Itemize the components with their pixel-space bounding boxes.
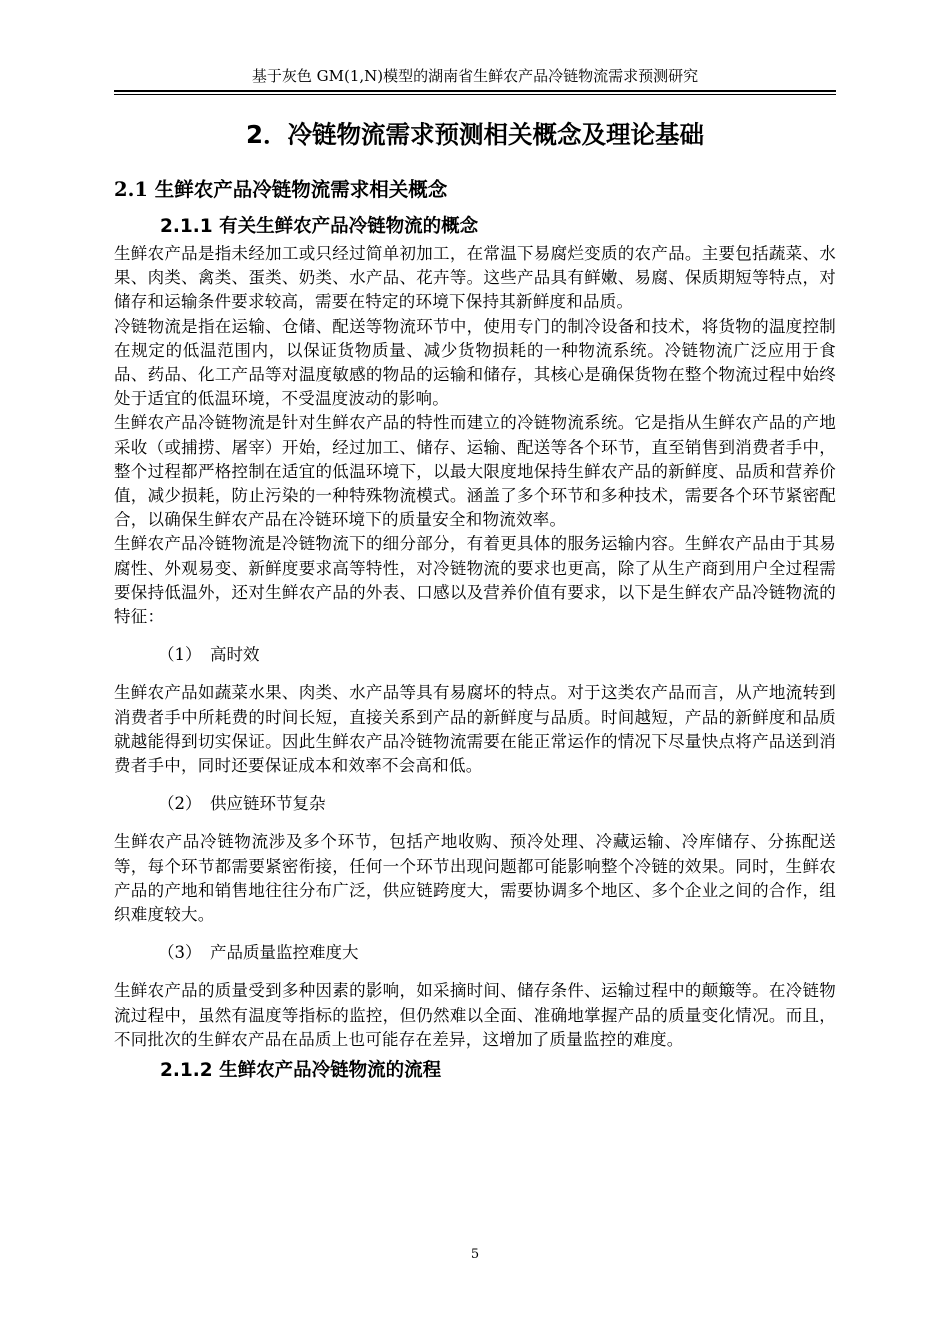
feature-number: （2） <box>158 794 202 814</box>
running-header: 基于灰色 GM(1,N)模型的湖南省生鲜农产品冷链物流需求预测研究 <box>251 67 699 85</box>
feature-heading-2 <box>158 792 836 816</box>
page-number: 5 <box>470 1247 480 1262</box>
feature-heading-1 <box>158 643 836 667</box>
feature-number: （3） <box>158 943 202 963</box>
header-rule-thick <box>114 90 836 92</box>
paragraph-features-intro: 生鲜农产品冷链物流是冷链物流下的细分部分，有着更具体的服务运输内容。生鲜农产品由于其易腐性、外观易变、新鲜度要求高等特性，对冷链物流的要求也更高，除了从生产商到用户全过程需要保持低温外，还对生鲜农产品的外表、口感以及营养价值有要求，以下是生鲜农产品冷链物流的特征： <box>114 534 836 627</box>
section-title: 2.1 生鲜农产品冷链物流需求相关概念 <box>114 178 448 201</box>
feature-paragraph-2: 生鲜农产品冷链物流涉及多个环节，包括产地收购、预冷处理、冷藏运输、冷库储存、分拣配送等，每个环节都需要紧密衔接，任何一个环节出现问题都可能影响整个冷链的效果。同时，生鲜农产品的产地和销售地往往分布广泛，供应链跨度大，需要协调多个地区、多个企业之间的合作，组织难度较大。 <box>114 832 836 925</box>
feature-paragraph-3: 生鲜农产品的质量受到多种因素的影响，如采摘时间、储存条件、运输过程中的颠簸等。在冷链物流过程中，虽然有温度等指标的监控，但仍然难以全面、准确地掌握产品的质量变化情况。而且，不同批次的生鲜农产品在品质上也可能存在差异，这增加了质量监控的难度。 <box>114 981 836 1049</box>
feature-heading-3 <box>158 941 836 965</box>
feature-paragraph-1: 生鲜农产品如蔬菜水果、肉类、水产品等具有易腐坏的特点。对于这类农产品而言，从产地流转到消费者手中所耗费的时间长短，直接关系到产品的新鲜度与品质。时间越短，产品的新鲜度和品质就越能得到切实保证。因此生鲜农产品冷链物流需要在能正常运作的情况下尽量快点将产品送到消费者手中，同时还要保证成本和效率不会高和低。 <box>114 683 836 776</box>
feature-title: 高时效 <box>210 645 260 665</box>
paragraph-fresh-produce-definition: 生鲜农产品是指未经加工或只经过简单初加工，在常温下易腐烂变质的农产品。主要包括蔬菜、水果、肉类、禽类、蛋类、奶类、水产品、花卉等。这些产品具有鲜嫩、易腐、保质期短等特点，对储存和运输条件要求较高，需要在特定的环境下保持其新鲜度和品质。 <box>114 244 836 312</box>
subsection-title-2-1-1: 2.1.1 有关生鲜农产品冷链物流的概念 <box>160 216 479 237</box>
page-content <box>114 112 836 1086</box>
feature-number: （1） <box>158 645 202 665</box>
feature-title: 产品质量监控难度大 <box>210 943 359 963</box>
feature-title: 供应链环节复杂 <box>210 794 326 814</box>
subsection-title-2-1-2: 2.1.2 生鲜农产品冷链物流的流程 <box>160 1060 442 1082</box>
paragraph-fresh-cold-chain-definition: 生鲜农产品冷链物流是针对生鲜农产品的特性而建立的冷链物流系统。它是指从生鲜农产品的产地采收（或捕捞、屠宰）开始，经过加工、储存、运输、配送等各个环节，直至销售到消费者手中，整个过程都严格控制在适宜的低温环境下，以最大限度地保持生鲜农产品的新鲜度、品质和营养价值，减少损耗，防止污染的一种特殊物流模式。涵盖了多个环节和多种技术，需要各个环节紧密配合，以确保生鲜农产品在冷链环境下的质量安全和物流效率。 <box>114 413 836 530</box>
chapter-title: 2．冷链物流需求预测相关概念及理论基础 <box>245 120 705 149</box>
header-rule-thin <box>114 94 836 95</box>
paragraph-cold-chain-definition: 冷链物流是指在运输、仓储、配送等物流环节中，使用专门的制冷设备和技术，将货物的温度控制在规定的低温范围内，以保证货物质量、减少货物损耗的一种物流系统。冷链物流广泛应用于食品、药品、化工产品等对温度敏感的物品的运输和储存，其核心是确保货物在整个物流过程中始终处于适宜的低温环境，不受温度波动的影响。 <box>114 316 836 409</box>
